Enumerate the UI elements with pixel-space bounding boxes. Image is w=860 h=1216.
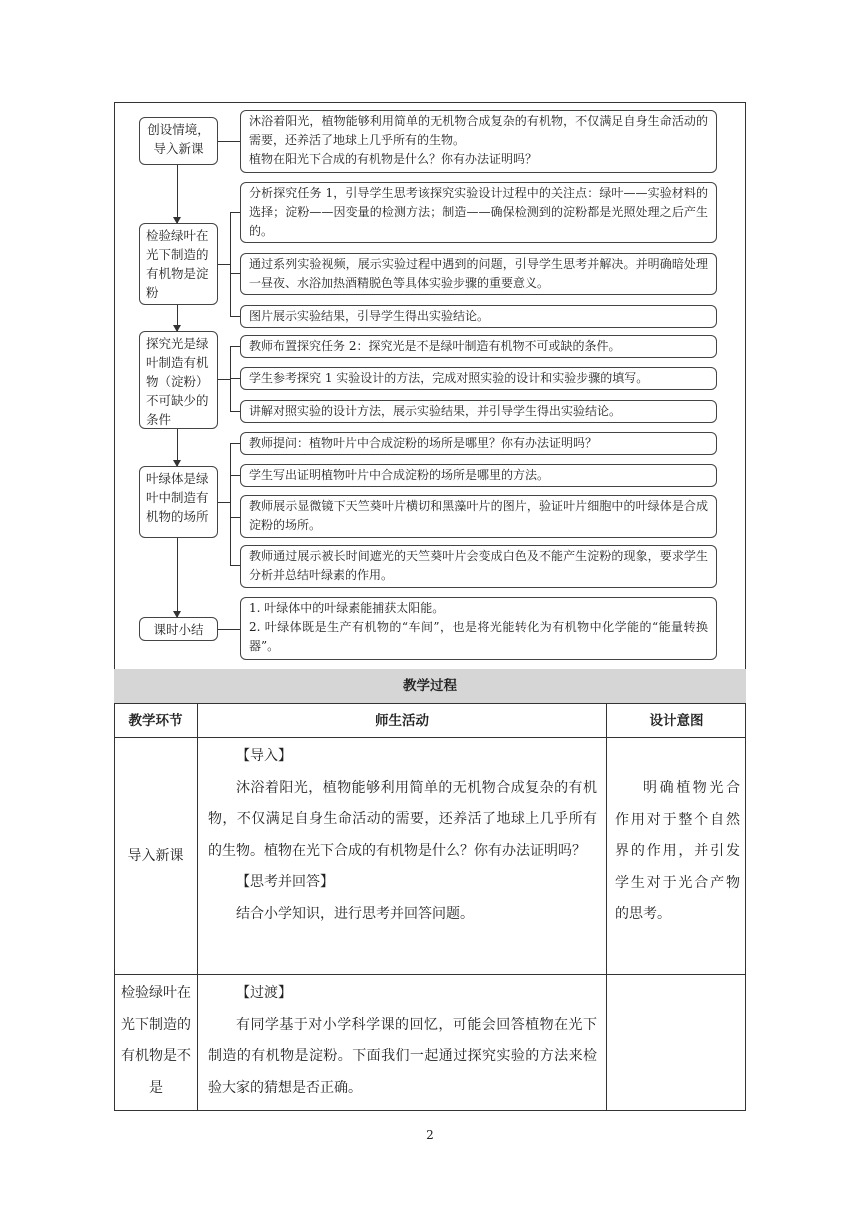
connector: [230, 273, 240, 274]
activity-heading: 【导入】: [236, 748, 292, 764]
flow-box-text: 植物在阳光下合成的有机物是什么？你有办法证明吗？: [249, 152, 538, 166]
connector: [218, 629, 240, 630]
connector: [218, 502, 230, 503]
connector: [230, 378, 240, 379]
page-number: 2: [426, 1128, 434, 1142]
flow-box-summary: [240, 597, 717, 660]
connector: [230, 212, 240, 213]
stage-box-starch-test: 检验绿叶在光下制造的有机物是淀粉: [139, 223, 218, 305]
table-row-activities: [208, 978, 597, 1104]
column-divider: [197, 704, 198, 1111]
flow-box-text: 分析探究任务 1，引导学生思考该探究实验设计过程中的关注点：绿叶——实验材料的选择；淀粉——因变量的检测方法；制造——确保检测到的淀粉都是光照处理之后产生的。: [249, 186, 708, 238]
flow-box-text: 学生参考探究 1 实验设计的方法，完成对照实验的设计和实验步骤的填写。: [249, 371, 649, 385]
stage-box-intro: 创设情境，导入新课: [139, 117, 218, 165]
connector: [230, 411, 240, 412]
flow-box-text: 2. 叶绿体既是生产有机物的“车间”，也是将光能转化为有机物中化学能的“能量转换器”。: [249, 620, 708, 653]
intent-paragraph: 明确植物光合作用对于整个自然界的作用，并引发学生对于光合产物的思考。: [615, 780, 740, 922]
column-header-intent: 设计意图: [649, 713, 704, 729]
flow-box-control-design: [240, 367, 717, 390]
column-header-activities: 师生活动: [375, 713, 429, 729]
stage-box-light-condition: 探究光是绿叶制造有机物（淀粉）不可缺少的条件: [139, 331, 218, 429]
activity-paragraph: 结合小学知识，进行思考并回答问题。: [236, 905, 474, 922]
flow-box-text: 教师通过展示被长时间遮光的天竺葵叶片会变成白色及不能产生淀粉的现象，要求学生分析并总结叶绿素的作用。: [249, 549, 708, 582]
flow-arrow: [177, 305, 178, 331]
flow-box-task1-analysis: [240, 182, 717, 243]
table-row-activities: [208, 741, 597, 930]
row-divider: [114, 974, 746, 975]
connector: [230, 346, 240, 347]
flow-box-control-method: [240, 400, 717, 423]
flow-arrow: [177, 429, 178, 466]
column-divider: [606, 704, 607, 1111]
connector: [230, 316, 240, 317]
stage-box-chloroplast: 叶绿体是绿叶中制造有机物的场所: [139, 466, 218, 538]
activity-heading: 【思考并回答】: [236, 874, 334, 890]
flow-box-experiment-video: [240, 253, 717, 295]
table-row-intent: [615, 773, 740, 931]
table-row-stage: 导入新课: [127, 848, 184, 865]
connector: [230, 443, 231, 565]
connector: [218, 379, 230, 380]
table-row-stage: 检验绿叶在光下制造的有机物是不是: [121, 985, 191, 1096]
flow-box-text: 通过系列实验视频，展示实验过程中遇到的问题，引导学生思考并解决。并明确暗处理一昼夜、水浴加热酒精脱色等具体实验步骤的重要意义。: [249, 257, 708, 290]
flow-box-text: 教师展示显微镜下天竺葵叶片横切和黑藻叶片的图片，验证叶片细胞中的叶绿体是合成淀粉的场所。: [249, 499, 708, 532]
flow-box-text: 学生写出证明植物叶片中合成淀粉的场所是哪里的方法。: [249, 468, 550, 482]
flow-box-text: 教师提问：植物叶片中合成淀粉的场所是哪里？你有办法证明吗？: [249, 436, 598, 450]
activity-heading: 【过渡】: [236, 985, 292, 1001]
flow-box-intro: [240, 110, 717, 173]
flow-arrow: [177, 538, 178, 617]
row-divider: [114, 737, 746, 738]
connector: [230, 517, 240, 518]
flow-box-microscope: [240, 495, 717, 538]
flow-box-teacher-question: [240, 432, 717, 455]
flow-box-text: 1. 叶绿体中的叶绿素能捕获太阳能。: [249, 601, 445, 615]
activity-paragraph: 沐浴着阳光，植物能够利用简单的无机物合成复杂的有机物，不仅满足自身生命活动的需要，还养活了地球上几乎所有的生物。植物在光下合成的有机物是什么？你有办法证明吗？: [208, 779, 597, 859]
column-header-stage: 教学环节: [128, 713, 183, 729]
connector: [230, 565, 240, 566]
connector: [230, 443, 240, 444]
flow-box-task2: [240, 335, 717, 358]
connector: [230, 475, 240, 476]
flow-arrow: [177, 165, 178, 223]
flow-box-shading: [240, 545, 717, 588]
connector: [230, 212, 231, 316]
flow-box-text: 教师布置探究任务 2：探究光是不是绿叶制造有机物不可或缺的条件。: [249, 339, 621, 353]
section-title: 教学过程: [114, 669, 746, 704]
flow-box-text: 图片展示实验结果，引导学生得出实验结论。: [249, 309, 490, 323]
stage-box-summary: 课时小结: [139, 617, 218, 641]
activity-paragraph: 有同学基于对小学科学课的回忆，可能会回答植物在光下制造的有机物是淀粉。下面我们一起通过探究实验的方法来检验大家的猜想是否正确。: [208, 1016, 597, 1096]
connector: [218, 264, 230, 265]
connector: [218, 141, 240, 142]
flow-box-text: 讲解对照实验的设计方法，展示实验结果，并引导学生得出实验结论。: [249, 404, 622, 418]
flow-box-text: 沐浴着阳光，植物能够利用简单的无机物合成复杂的有机物，不仅满足自身生命活动的需要，还养活了地球上几乎所有的生物。: [249, 114, 708, 147]
flow-box-results: [240, 305, 717, 328]
flow-box-student-method: [240, 464, 717, 487]
